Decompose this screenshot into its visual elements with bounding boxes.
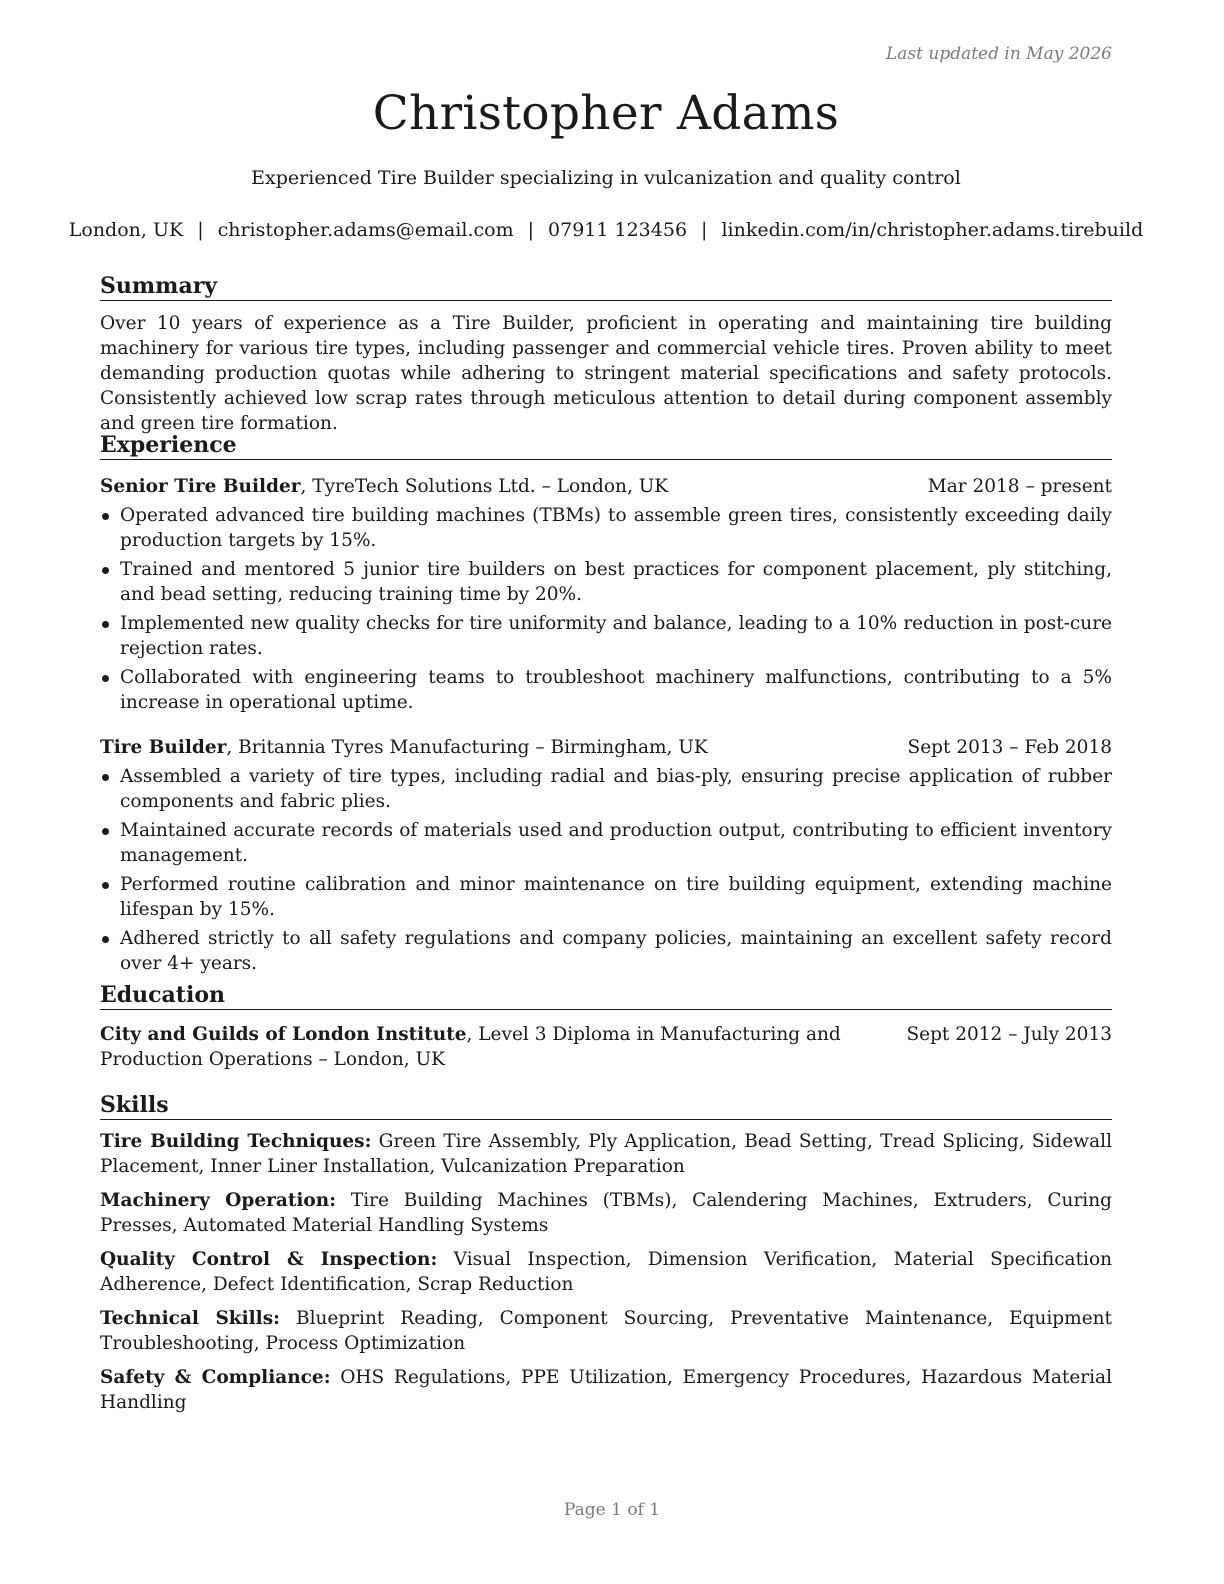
summary-text: Over 10 years of experience as a Tire Builder, proficient in operating and maintaining tire building machinery for various tire types, including passenger and commercial vehicle tires. Proven ability to meet demanding production quotas while adhering to stringent material specifications and safety protocols. Consistently achieved low scrap rates through meticulous attention to detail during component assembly and green tire formation. (100, 313, 1112, 434)
education-institution: City and Guilds of London Institute (100, 1024, 467, 1045)
job-header (100, 474, 1112, 499)
job-company: , TyreTech Solutions Ltd. – London, UK (300, 476, 669, 497)
job-bullet: Trained and mentored 5 junior tire builders on best practices for component placement, ply stitching, and bead setting, reducing training time by 20%. (100, 557, 1112, 607)
contact-location: London, UK (68, 219, 184, 241)
experience-section (100, 431, 1112, 980)
job-bullet: Implemented new quality checks for tire uniformity and balance, leading to a 10% reduction in post-cure rejection rates. (100, 611, 1112, 661)
education-details: , Level 3 Diploma in Manufacturing and Production Operations – London, UK (100, 1024, 841, 1070)
tagline: Experienced Tire Builder specializing in vulcanization and quality control (251, 167, 961, 189)
section-title-education: Education (100, 981, 1112, 1010)
contact-linkedin[interactable]: linkedin.com/in/christopher.adams.tirebuild (721, 219, 1144, 241)
contact-line (10, 219, 1202, 241)
education-text (100, 1022, 890, 1072)
job-entry (100, 735, 1112, 976)
contact-phone: 07911 123456 (548, 219, 688, 241)
contact-separator: | (701, 219, 708, 241)
skill-value: Visual Inspection, Dimension Verification, Material Specification Adherence, Defect Identification, Scrap Reduction (100, 1249, 1112, 1295)
skill-item (100, 1365, 1112, 1415)
job-dates: Sept 2013 – Feb 2018 (907, 737, 1112, 758)
job-bullet: Assembled a variety of tire types, including radial and bias-ply, ensuring precise application of rubber components and fabric plies. (100, 764, 1112, 814)
page-number: Page 1 of 1 (563, 1500, 661, 1520)
job-bullet: Collaborated with engineering teams to troubleshoot machinery malfunctions, contributing to a 5% increase in operational uptime. (100, 665, 1112, 715)
skill-item (100, 1247, 1112, 1297)
job-entry (100, 474, 1112, 715)
skill-value: OHS Regulations, PPE Utilization, Emergency Procedures, Hazardous Material Handling (100, 1367, 1113, 1413)
skill-value: Blueprint Reading, Component Sourcing, Preventative Maintenance, Equipment Troubleshooting, Process Optimization (100, 1308, 1112, 1354)
skill-label: Tire Building Techniques: (100, 1131, 372, 1152)
job-role: Senior Tire Builder (100, 476, 301, 497)
section-title-skills: Skills (100, 1091, 1112, 1120)
skill-label: Technical Skills: (100, 1308, 280, 1329)
last-updated: Last updated in May 2026 (885, 44, 1112, 64)
education-entry (100, 1022, 1112, 1072)
skill-item (100, 1129, 1112, 1179)
contact-email[interactable]: christopher.adams@email.com (217, 219, 514, 241)
job-bullet: Operated advanced tire building machines (TBMs) to assemble green tires, consistently exceeding daily production targets by 15%. (100, 503, 1112, 553)
job-bullet: Maintained accurate records of materials used and production output, contributing to efficient inventory management. (100, 818, 1112, 868)
section-title-experience: Experience (100, 431, 1112, 460)
skill-label: Safety & Compliance: (100, 1367, 331, 1388)
skill-label: Quality Control & Inspection: (100, 1249, 438, 1270)
contact-separator: | (527, 219, 535, 241)
job-header (100, 735, 1112, 760)
job-title-line (100, 474, 668, 499)
skill-item (100, 1306, 1112, 1356)
candidate-name: Christopher Adams (372, 86, 840, 141)
education-section (100, 981, 1112, 1072)
skills-section (100, 1091, 1112, 1415)
job-dates: Mar 2018 – present (927, 476, 1112, 497)
section-title-summary: Summary (100, 272, 1112, 301)
summary-section (100, 272, 1112, 436)
skill-label: Machinery Operation: (100, 1190, 337, 1211)
education-dates: Sept 2012 – July 2013 (906, 1024, 1112, 1045)
job-bullets (100, 503, 1112, 715)
job-bullet: Adhered strictly to all safety regulations and company policies, maintaining an excellent safety record over 4+ years. (100, 926, 1112, 976)
skill-value: Tire Building Machines (TBMs), Calendering Machines, Extruders, Curing Presses, Automated Material Handling Systems (100, 1190, 1112, 1236)
skill-item (100, 1188, 1112, 1238)
contact-separator: | (197, 219, 204, 241)
job-title-line (100, 735, 708, 760)
job-bullet: Performed routine calibration and minor maintenance on tire building equipment, extending machine lifespan by 15%. (100, 872, 1112, 922)
skill-value: Green Tire Assembly, Ply Application, Bead Setting, Tread Splicing, Sidewall Placement, Inner Liner Installation, Vulcanization Preparation (100, 1131, 1112, 1177)
job-bullets (100, 764, 1112, 976)
job-role: Tire Builder (100, 737, 227, 758)
job-company: , Britannia Tyres Manufacturing – Birmingham, UK (226, 737, 708, 758)
